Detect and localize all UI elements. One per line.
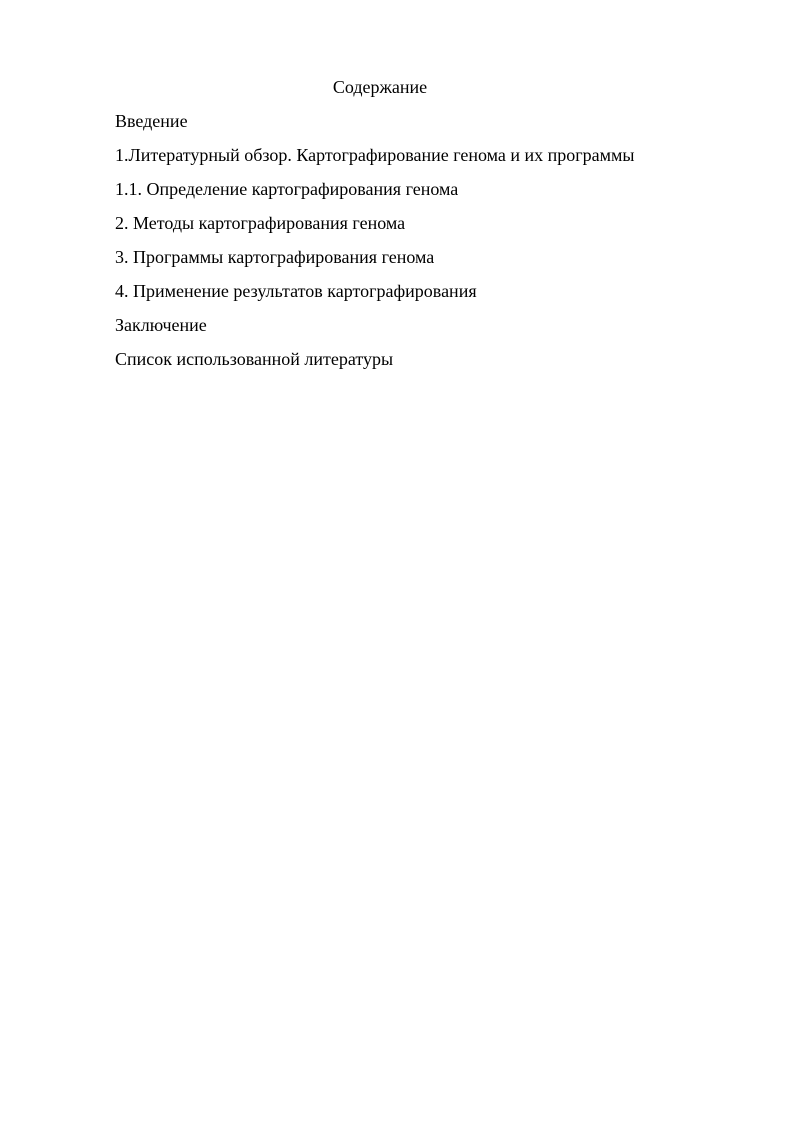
toc-item-references: Список использованной литературы [115,349,394,369]
toc-item-methods: 2. Методы картографирования генома [115,213,406,233]
toc-item-programs: 3. Программы картографирования генома [115,247,435,267]
toc-title: Содержание [332,77,428,97]
toc-list [115,111,635,383]
toc-item-literature-review: 1.Литературный обзор. Картографирование генома и их программы [115,145,635,165]
toc-item-applications: 4. Применение результатов картографирования [115,281,477,301]
toc-item-introduction: Введение [115,111,188,131]
toc-item-conclusion: Заключение [115,315,207,335]
toc-item-definition: 1.1. Определение картографирования генома [115,179,459,199]
